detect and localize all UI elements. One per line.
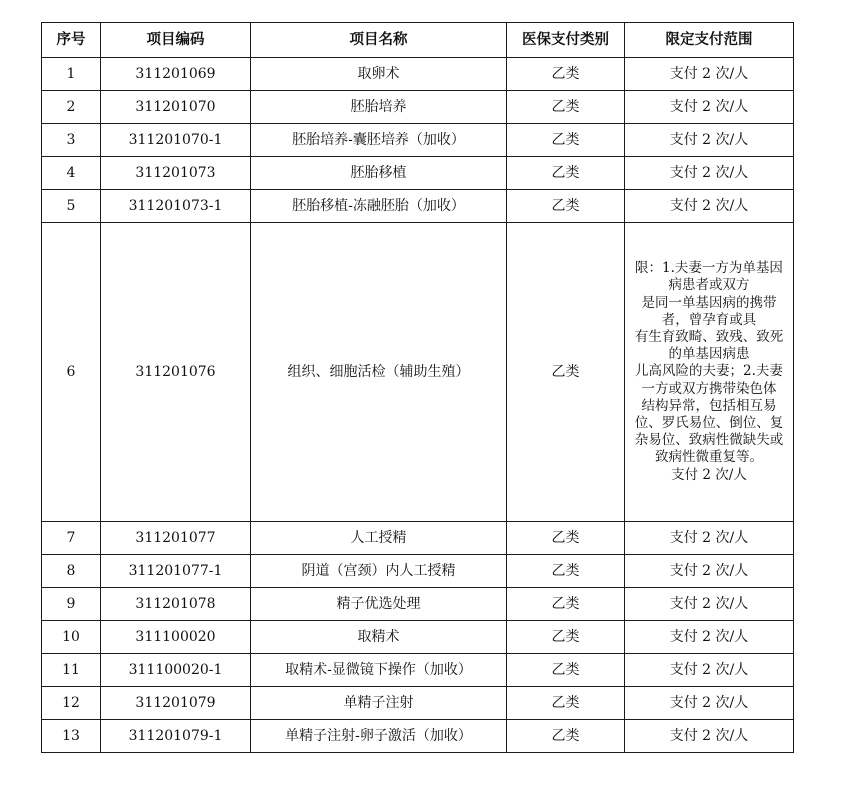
cell-code: 311201073 — [101, 157, 251, 190]
cell-name: 取精术-显微镜下操作（加收） — [251, 654, 507, 687]
scope-note-line: 者，曾孕育或具 — [661, 311, 757, 328]
table-row — [42, 621, 794, 654]
table-row — [42, 190, 794, 223]
scope-note-line: 的单基因病患 — [668, 346, 750, 363]
cell-no: 2 — [42, 91, 101, 124]
cell-category: 乙类 — [507, 223, 625, 522]
cell-no: 10 — [42, 621, 101, 654]
cell-scope: 支付 2 次/人 — [625, 58, 794, 91]
cell-no: 8 — [42, 555, 101, 588]
header-code: 项目编码 — [101, 23, 251, 58]
cell-no: 12 — [42, 687, 101, 720]
cell-scope: 支付 2 次/人 — [625, 124, 794, 157]
cell-scope: 支付 2 次/人 — [625, 654, 794, 687]
cell-no: 7 — [42, 522, 101, 555]
cell-category: 乙类 — [507, 720, 625, 753]
table-row — [42, 522, 794, 555]
cell-category: 乙类 — [507, 124, 625, 157]
cell-code: 311100020 — [101, 621, 251, 654]
cell-category: 乙类 — [507, 687, 625, 720]
cell-scope: 支付 2 次/人 — [625, 522, 794, 555]
header-category: 医保支付类别 — [507, 23, 625, 58]
cell-no: 6 — [42, 223, 101, 522]
header-name: 项目名称 — [251, 23, 507, 58]
cell-code: 311201079 — [101, 687, 251, 720]
cell-code: 311201070-1 — [101, 124, 251, 157]
scope-note-line: 有生育致畸、致残、致死 — [634, 328, 784, 345]
table-row — [42, 157, 794, 190]
cell-code: 311201073-1 — [101, 190, 251, 223]
cell-category: 乙类 — [507, 621, 625, 654]
cell-code: 311201077 — [101, 522, 251, 555]
cell-name: 胚胎移植 — [251, 157, 507, 190]
table-row — [42, 720, 794, 753]
cell-code: 311201069 — [101, 58, 251, 91]
cell-name: 取卵术 — [251, 58, 507, 91]
cell-category: 乙类 — [507, 157, 625, 190]
table-row — [42, 687, 794, 720]
cell-name: 胚胎培养-囊胚培养（加收） — [251, 124, 507, 157]
table-row — [42, 223, 794, 522]
cell-no: 4 — [42, 157, 101, 190]
table-row — [42, 588, 794, 621]
cell-scope: 支付 2 次/人 — [625, 555, 794, 588]
cell-name: 精子优选处理 — [251, 588, 507, 621]
table-row — [42, 58, 794, 91]
scope-note-line: 限：1.夫妻一方为单基因 — [635, 260, 783, 277]
cell-category: 乙类 — [507, 654, 625, 687]
cell-scope: 支付 2 次/人 — [625, 687, 794, 720]
scope-note-line: 一方或双方携带染色体 — [641, 380, 777, 397]
cell-scope: 支付 2 次/人 — [625, 588, 794, 621]
scope-note-line: 杂易位、致病性微缺失或 — [634, 432, 784, 449]
scope-note-line: 是同一单基因病的携带 — [641, 294, 777, 311]
scope-note-line: 结构异常，包括相互易 — [641, 397, 777, 414]
cell-scope: 支付 2 次/人 — [625, 157, 794, 190]
scope-note-line: 位、罗氏易位、倒位、复 — [634, 415, 784, 431]
cell-name: 单精子注射 — [251, 687, 507, 720]
cell-category: 乙类 — [507, 522, 625, 555]
cell-no: 5 — [42, 190, 101, 223]
table-row — [42, 555, 794, 588]
scope-note-line: 支付 2 次/人 — [671, 466, 747, 483]
cell-code: 311201076 — [101, 223, 251, 522]
cell-scope: 支付 2 次/人 — [625, 621, 794, 654]
cell-category: 乙类 — [507, 588, 625, 621]
cell-no: 3 — [42, 124, 101, 157]
table-row — [42, 654, 794, 687]
cell-code: 311100020-1 — [101, 654, 251, 687]
header-scope: 限定支付范围 — [625, 23, 794, 58]
cell-name: 人工授精 — [251, 522, 507, 555]
cell-no: 11 — [42, 654, 101, 687]
cell-name: 胚胎培养 — [251, 91, 507, 124]
payment-scope-table — [41, 22, 794, 753]
scope-note-line: 致病性微重复等。 — [655, 449, 763, 466]
cell-no: 13 — [42, 720, 101, 753]
cell-code: 311201079-1 — [101, 720, 251, 753]
scope-note-line: 儿高风险的夫妻；2.夫妻 — [635, 363, 783, 380]
cell-name: 胚胎移植-冻融胚胎（加收） — [251, 190, 507, 223]
cell-no: 9 — [42, 588, 101, 621]
cell-name: 单精子注射-卵子激活（加收） — [251, 720, 507, 753]
cell-name: 取精术 — [251, 621, 507, 654]
cell-code: 311201070 — [101, 91, 251, 124]
cell-category: 乙类 — [507, 58, 625, 91]
scope-note-line: 病患者或双方 — [668, 277, 750, 294]
header-no: 序号 — [42, 23, 101, 58]
table-row — [42, 91, 794, 124]
cell-scope: 支付 2 次/人 — [625, 720, 794, 753]
cell-scope-note — [625, 223, 794, 522]
table-row — [42, 124, 794, 157]
header-row — [42, 23, 794, 58]
cell-code: 311201077-1 — [101, 555, 251, 588]
cell-category: 乙类 — [507, 555, 625, 588]
cell-category: 乙类 — [507, 91, 625, 124]
cell-name: 阴道（宫颈）内人工授精 — [251, 555, 507, 588]
cell-scope: 支付 2 次/人 — [625, 91, 794, 124]
cell-category: 乙类 — [507, 190, 625, 223]
cell-no: 1 — [42, 58, 101, 91]
cell-scope: 支付 2 次/人 — [625, 190, 794, 223]
cell-name: 组织、细胞活检（辅助生殖） — [251, 223, 507, 522]
cell-code: 311201078 — [101, 588, 251, 621]
